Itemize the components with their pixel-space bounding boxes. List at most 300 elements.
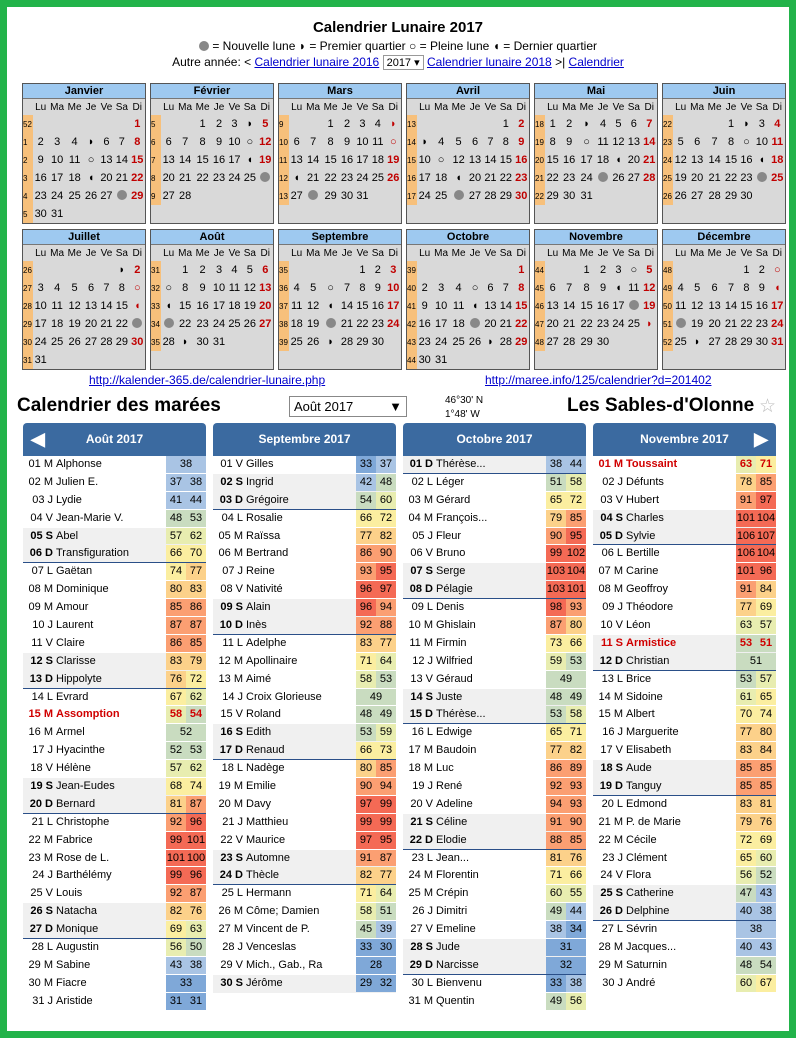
week-number: 52 xyxy=(23,115,33,133)
tide-coefficient: 43 xyxy=(756,939,776,956)
tide-coefficient: 54 xyxy=(756,957,776,974)
month-name: Juin xyxy=(663,84,785,99)
weekday-label: Sa xyxy=(243,101,256,113)
tide-coefficient: 48 xyxy=(376,474,396,491)
day-cell: 8 xyxy=(502,136,509,148)
tide-date: 24 M xyxy=(408,869,433,882)
week-number: 26 xyxy=(663,187,673,205)
weekday-label: Lu xyxy=(163,247,175,259)
tide-coefficient: 64 xyxy=(376,885,396,902)
day-cell: 2 xyxy=(199,264,206,276)
week-number: 44 xyxy=(407,351,417,369)
saint-name: Lydie xyxy=(56,493,82,506)
tide-coefficient: 83 xyxy=(736,742,756,759)
tide-row xyxy=(213,903,396,921)
day-cell xyxy=(289,261,304,279)
day-cell: 8 xyxy=(199,136,206,148)
tide-coefficient: 57 xyxy=(166,760,186,777)
day-cell: 31 xyxy=(51,208,64,220)
tide-coefficient: 95 xyxy=(566,528,586,545)
tide-coefficient: 33 xyxy=(546,975,566,992)
tide-date: 30 L xyxy=(411,976,433,989)
tide-date: 04 S xyxy=(600,511,623,524)
tide-coefficient: 99 xyxy=(166,867,186,884)
weekday-label: Lu xyxy=(419,101,431,113)
tide-row xyxy=(403,832,586,850)
tide-date: 13 D xyxy=(29,672,53,685)
tide-coefficient: 39 xyxy=(376,921,396,938)
day-cell: 19 xyxy=(68,318,81,330)
tide-date: 23 J xyxy=(602,851,623,864)
tide-coefficient: 90 xyxy=(376,545,396,562)
tide-date: 22 M xyxy=(28,833,53,846)
day-cell xyxy=(467,115,482,133)
day-cell: 27 xyxy=(162,190,175,202)
day-cell: 6 xyxy=(165,136,172,148)
day-cell: 13 xyxy=(484,300,497,312)
day-cell: 8 xyxy=(743,282,750,294)
tide-date: 22 V xyxy=(220,833,243,846)
saint-name: Emilie xyxy=(246,780,276,793)
week-number: 45 xyxy=(535,279,545,297)
tide-row xyxy=(23,850,206,868)
month-name: Mars xyxy=(279,84,401,99)
saint-name: Nativité xyxy=(246,583,283,596)
day-cell: 23 xyxy=(34,190,47,202)
tide-coefficient: 58 xyxy=(166,706,186,723)
tide-date: 28 L xyxy=(31,941,53,954)
saint-name: Céline xyxy=(436,815,468,828)
tide-row xyxy=(593,706,776,724)
saint-name: Wilfried xyxy=(436,654,473,667)
new-moon-icon xyxy=(260,172,270,182)
tide-row xyxy=(403,957,586,975)
week-number: 7 xyxy=(151,151,161,169)
saint-name: Evrard xyxy=(56,690,89,703)
day-cell xyxy=(289,115,304,133)
day-cell: 5 xyxy=(677,136,684,148)
day-cell: 22 xyxy=(580,318,593,330)
day-cell: 7 xyxy=(343,282,351,294)
month-6 xyxy=(22,229,146,370)
tide-row xyxy=(213,581,396,599)
tide-row xyxy=(23,742,206,760)
tide-row xyxy=(403,635,586,653)
tide-date: 17 M xyxy=(408,744,433,757)
day-cell xyxy=(467,261,482,279)
day-cell xyxy=(626,187,641,205)
day-cell: 30 xyxy=(515,190,528,202)
tide-coefficient: 87 xyxy=(186,885,206,902)
tide-date: 03 M xyxy=(408,493,433,506)
day-cell xyxy=(467,351,482,369)
day-cell xyxy=(48,351,65,369)
saint-name: Claire xyxy=(56,636,85,649)
tide-coefficient: 98 xyxy=(546,599,566,616)
weekday-label: Ma xyxy=(690,247,705,259)
day-cell: 24 xyxy=(771,318,784,330)
tide-coefficient: 53 xyxy=(736,671,756,688)
day-cell: 21 xyxy=(708,172,721,184)
day-cell: 25 xyxy=(452,336,465,348)
day-cell xyxy=(48,115,65,133)
day-cell: 12 xyxy=(307,300,320,312)
week-number: 40 xyxy=(407,279,417,297)
saint-name: Marguerite xyxy=(626,726,679,739)
saint-name: Aude xyxy=(626,762,652,775)
day-cell: 27 xyxy=(708,336,721,348)
tide-coefficient: 87 xyxy=(186,796,206,813)
day-cell xyxy=(595,169,610,187)
tide-row xyxy=(403,903,586,921)
tide-coefficient: 77 xyxy=(376,635,396,652)
day-cell: 16 xyxy=(515,154,528,166)
day-cell: 30 xyxy=(755,336,768,348)
next-month-icon[interactable]: ▶ xyxy=(754,429,768,449)
tide-row xyxy=(213,706,396,724)
day-cell xyxy=(688,115,705,133)
saint-name: Transfiguration xyxy=(56,547,129,560)
day-cell: 31 xyxy=(435,354,448,366)
tide-coefficient: 81 xyxy=(756,796,776,813)
tide-row xyxy=(593,528,776,546)
day-cell: 24 xyxy=(387,318,400,330)
day-cell: 3 xyxy=(37,282,44,294)
new-moon-icon xyxy=(470,318,480,328)
day-cell: ◖ xyxy=(455,172,462,184)
tide-coefficient: 44 xyxy=(186,492,206,509)
tide-coefficient: 69 xyxy=(756,599,776,616)
new-moon-icon xyxy=(629,300,639,310)
day-cell: 1 xyxy=(134,118,141,130)
weekday-label: Ve xyxy=(612,247,625,259)
saint-name: Renaud xyxy=(246,744,285,757)
day-cell: 31 xyxy=(356,190,369,202)
day-cell: ◗ xyxy=(421,136,429,148)
day-cell xyxy=(33,261,48,279)
saint-name: Bernard xyxy=(56,797,96,810)
day-cell xyxy=(611,333,626,351)
tide-date: 10 V xyxy=(600,619,623,632)
week-number: 51 xyxy=(663,315,673,333)
day-cell: 5 xyxy=(646,264,653,276)
day-cell xyxy=(211,187,226,205)
tide-coefficient: 83 xyxy=(736,796,756,813)
tide-coefficient: 91 xyxy=(356,850,376,867)
tide-date: 27 D xyxy=(29,923,53,936)
day-cell xyxy=(754,187,769,205)
tide-row xyxy=(403,975,586,993)
tide-row xyxy=(593,796,776,814)
saint-name: André xyxy=(626,976,656,989)
tide-row xyxy=(23,510,206,528)
week-number: 34 xyxy=(151,315,161,333)
week-number: 5 xyxy=(23,205,33,223)
tide-coefficient: 100 xyxy=(186,850,206,867)
day-cell: 9 xyxy=(343,136,351,148)
saint-name: Hyacinthe xyxy=(56,744,105,757)
day-cell: 19 xyxy=(259,154,272,166)
tide-date: 02 J xyxy=(602,475,623,488)
day-cell xyxy=(706,115,723,133)
tide-date: 12 M xyxy=(218,654,243,667)
tide-coefficient: 91 xyxy=(736,581,756,598)
saint-name: Ghislain xyxy=(436,619,476,632)
tide-date: 24 V xyxy=(600,869,623,882)
day-cell: 13 xyxy=(290,154,303,166)
tide-date: 25 S xyxy=(600,887,623,900)
tide-row xyxy=(403,796,586,814)
tide-row xyxy=(403,993,586,1011)
day-cell: 9 xyxy=(566,136,573,148)
tide-coefficient: 49 xyxy=(356,689,396,706)
day-cell: 18 xyxy=(596,154,610,166)
day-cell: ○ xyxy=(437,154,445,166)
tide-date: 18 V xyxy=(30,762,53,775)
tide-date: 05 D xyxy=(599,529,623,542)
day-cell: 16 xyxy=(371,300,384,312)
day-cell: 14 xyxy=(100,300,113,312)
tide-month-2 xyxy=(403,423,586,1011)
tide-row xyxy=(23,724,206,742)
tide-coefficient: 49 xyxy=(376,706,396,723)
saint-name: Emeline xyxy=(436,923,476,936)
weekday-label: Ve xyxy=(228,101,241,113)
tide-row xyxy=(213,617,396,635)
tide-row xyxy=(403,724,586,742)
tide-coefficient: 82 xyxy=(356,867,376,884)
day-cell: 16 xyxy=(418,318,431,330)
day-cell: 11 xyxy=(628,282,640,294)
week-number: 22 xyxy=(663,115,673,133)
saint-name: Sidoine xyxy=(626,690,663,703)
day-cell: 18 xyxy=(228,300,241,312)
day-cell xyxy=(99,205,114,223)
tide-row xyxy=(213,814,396,832)
day-cell: 11 xyxy=(771,136,784,148)
tide-coefficient: 95 xyxy=(376,563,396,580)
tide-row xyxy=(593,885,776,903)
month-0 xyxy=(22,83,146,224)
tide-coefficient: 62 xyxy=(186,528,206,545)
tide-coefficient: 91 xyxy=(546,814,566,831)
tide-row xyxy=(213,492,396,510)
tide-coefficient: 73 xyxy=(376,742,396,759)
day-cell: 20 xyxy=(468,172,482,184)
tide-row xyxy=(213,474,396,492)
day-cell xyxy=(370,187,385,205)
tide-date: 07 S xyxy=(410,565,433,578)
saint-name: Serge xyxy=(436,565,466,578)
week-number: 13 xyxy=(407,115,417,133)
tide-coefficient: 53 xyxy=(736,635,756,652)
day-cell: 24 xyxy=(228,172,241,184)
saint-name: Cécile xyxy=(626,833,657,846)
tide-row xyxy=(213,599,396,617)
day-cell: 19 xyxy=(691,318,704,330)
week-number: 39 xyxy=(407,261,417,279)
day-cell: ◗ xyxy=(327,336,334,348)
weekday-label: Sa xyxy=(499,101,512,113)
tide-row xyxy=(213,778,396,796)
day-cell: 27 xyxy=(84,336,98,348)
tide-coefficient: 30 xyxy=(376,939,396,956)
tide-date: 20 L xyxy=(601,797,623,810)
year-select[interactable]: 2017 ▾ xyxy=(383,55,424,70)
saint-name: Christian xyxy=(626,654,670,667)
tide-coefficient: 92 xyxy=(356,617,376,634)
day-cell: 14 xyxy=(340,300,354,312)
tide-row xyxy=(593,492,776,510)
weekday-label: Je xyxy=(341,247,353,259)
tide-date: 12 J xyxy=(412,654,433,667)
tide-coefficient: 66 xyxy=(566,867,586,884)
tide-row xyxy=(23,760,206,778)
day-cell: 20 xyxy=(162,172,175,184)
day-cell: 19 xyxy=(674,172,687,184)
tide-coefficient: 76 xyxy=(756,814,776,831)
day-cell: 13 xyxy=(627,136,640,148)
tide-coefficient: 90 xyxy=(566,814,586,831)
day-cell xyxy=(130,205,145,223)
day-cell: ○ xyxy=(471,282,479,294)
tide-date: 11 V xyxy=(31,636,53,649)
day-cell xyxy=(706,261,723,279)
tide-row xyxy=(23,689,206,707)
saint-name: Edmond xyxy=(626,797,667,810)
tide-row xyxy=(593,867,776,885)
day-cell: 10 xyxy=(418,154,431,166)
saint-name: Côme; Damien xyxy=(246,905,320,918)
week-number: 15 xyxy=(407,151,417,169)
week-number: 31 xyxy=(23,351,33,369)
tide-date: 30 S xyxy=(220,976,243,989)
saint-name: Sabine xyxy=(56,958,91,971)
saint-name: Reine xyxy=(246,565,275,578)
saint-name: Hippolyte xyxy=(56,672,102,685)
calendar-link[interactable]: Calendrier xyxy=(568,55,624,69)
day-cell: ◖ xyxy=(615,154,622,166)
saint-name: Gérard xyxy=(436,493,471,506)
day-cell: 25 xyxy=(68,190,81,202)
day-cell: 30 xyxy=(34,208,47,220)
tide-date: 10 M xyxy=(408,619,433,632)
tide-row xyxy=(23,456,206,474)
tide-coefficient: 80 xyxy=(166,581,186,598)
day-cell xyxy=(322,315,339,333)
week-number: 25 xyxy=(663,169,673,187)
day-cell: 8 xyxy=(359,282,366,294)
day-cell: 5 xyxy=(455,136,462,148)
month-11 xyxy=(662,229,786,370)
day-cell xyxy=(83,261,98,279)
tide-row xyxy=(23,653,206,671)
prev-month-icon[interactable]: ◀ xyxy=(31,429,45,449)
day-cell: 21 xyxy=(179,172,192,184)
day-cell: 19 xyxy=(387,154,400,166)
next-year-link[interactable]: Calendrier lunaire 2018 xyxy=(426,55,552,69)
tide-coefficient: 49 xyxy=(546,671,586,688)
day-cell xyxy=(114,115,129,133)
day-cell: 4 xyxy=(599,118,607,130)
tide-coefficient: 43 xyxy=(166,957,186,974)
day-cell: ○ xyxy=(583,136,590,148)
prev-year-link[interactable]: Calendrier lunaire 2016 xyxy=(254,55,380,69)
day-cell: 9 xyxy=(758,282,765,294)
day-cell: 4 xyxy=(231,264,238,276)
day-cell: 11 xyxy=(372,136,384,148)
day-cell: 28 xyxy=(100,336,113,348)
tide-row xyxy=(213,832,396,850)
tide-date: 30 J xyxy=(602,976,623,989)
week-number: 30 xyxy=(23,333,33,351)
day-cell: 3 xyxy=(390,264,397,276)
month-9 xyxy=(406,229,530,370)
tide-coefficient: 87 xyxy=(166,617,186,634)
saint-name: Flora xyxy=(626,869,652,882)
day-cell: 13 xyxy=(708,300,721,312)
tide-row xyxy=(593,957,776,975)
month-10 xyxy=(534,229,658,370)
day-cell: 9 xyxy=(374,282,381,294)
weekday-label: Di xyxy=(772,101,782,113)
day-cell: ◖ xyxy=(615,282,622,294)
week-number: 39 xyxy=(279,333,289,351)
tide-date: 10 D xyxy=(219,619,243,632)
favorite-star-icon[interactable]: ☆ xyxy=(759,396,777,417)
day-cell: 6 xyxy=(694,136,701,148)
tide-month-title: Août 2017 xyxy=(85,432,144,446)
day-cell: 15 xyxy=(179,300,192,312)
weekday-label: Sa xyxy=(371,101,384,113)
weekday-label: Lu xyxy=(675,247,687,259)
tide-coefficient: 83 xyxy=(356,635,376,652)
tide-row xyxy=(213,850,396,868)
weekday-label: Di xyxy=(516,247,526,259)
maree-link[interactable]: http://maree.info/125/calendrier?d=201402 xyxy=(485,373,712,387)
tide-date: 23 L xyxy=(411,851,433,864)
tide-coefficient: 65 xyxy=(546,492,566,509)
tide-row xyxy=(403,706,586,724)
day-cell: 15 xyxy=(131,154,144,166)
day-cell xyxy=(339,261,354,279)
tide-coefficient: 76 xyxy=(186,903,206,920)
day-cell: 1 xyxy=(518,264,525,276)
month-select[interactable]: Août 2017 ▼ xyxy=(289,396,407,417)
tide-coefficient: 104 xyxy=(566,563,586,580)
day-cell: 11 xyxy=(290,300,303,312)
saint-name: Aristide xyxy=(56,994,93,1007)
day-cell xyxy=(66,115,83,133)
day-cell xyxy=(386,187,401,205)
day-cell: 16 xyxy=(596,300,610,312)
tide-coefficient: 107 xyxy=(756,528,776,545)
weekday-label: Sa xyxy=(243,247,256,259)
day-cell: 7 xyxy=(103,282,110,294)
weekday-label: Ma xyxy=(434,101,449,113)
tide-coefficient: 60 xyxy=(376,492,396,509)
kalender-link[interactable]: http://kalender-365.de/calendrier-lunaire.php xyxy=(89,373,326,387)
day-cell: 13 xyxy=(162,154,175,166)
tide-coefficient: 87 xyxy=(186,617,206,634)
day-cell: 22 xyxy=(196,172,209,184)
day-cell: 8 xyxy=(327,136,334,148)
day-cell: 17 xyxy=(387,300,400,312)
day-cell: 18 xyxy=(290,318,303,330)
tide-row xyxy=(403,778,586,796)
tide-coefficient: 47 xyxy=(736,885,756,902)
saint-name: René xyxy=(436,780,463,793)
